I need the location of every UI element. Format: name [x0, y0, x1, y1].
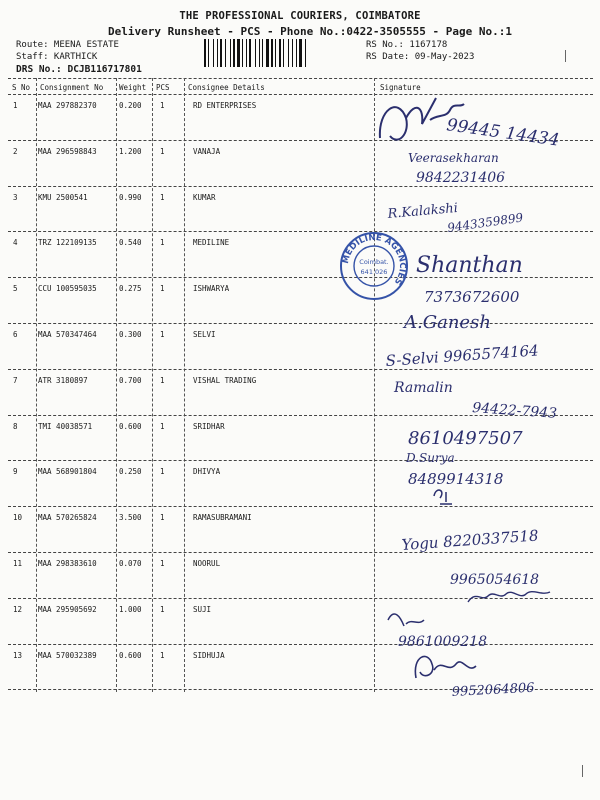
- barcode-bar: [288, 39, 289, 67]
- barcode-bar: [275, 39, 276, 67]
- barcode-bar: [220, 39, 222, 67]
- row-weight: 0.275: [119, 284, 142, 294]
- row-consignment-no: MAA 297882370: [38, 101, 97, 110]
- row-pcs: 1: [160, 467, 165, 477]
- row-consignment-no: CCU 100595035: [38, 284, 97, 294]
- row-weight: 0.250: [119, 467, 142, 477]
- row-consignment-no: MAA 298383610: [38, 559, 97, 568]
- barcode-bar: [242, 39, 243, 67]
- barcode-bar: [225, 39, 226, 67]
- row-consignee: NOORUL: [193, 559, 221, 568]
- drs-barcode: [204, 39, 356, 67]
- row-consignment-no: TRZ 122109135: [38, 238, 97, 248]
- row-pcs: 1: [160, 146, 165, 156]
- row-consignee: SRIDHAR: [193, 421, 225, 431]
- signature-row12-number: 9861009218: [398, 634, 488, 650]
- row-weight: 1.200: [119, 146, 142, 156]
- row-pcs: 1: [160, 559, 165, 568]
- signature-row13-scrawl: [415, 656, 476, 678]
- signature-row2-name: Veerasekharan: [408, 151, 499, 165]
- row-consignee: DHIVYA: [193, 467, 221, 477]
- signature-row6-text: S-Selvi 9965574164: [385, 341, 540, 370]
- signature-row8-name: D.Surya: [406, 451, 455, 465]
- signature-row3-name: R.Kalakshi: [387, 200, 459, 222]
- row-consignee: VISHAL TRADING: [193, 375, 257, 385]
- row-consignee: SIDHUJA: [193, 650, 225, 660]
- row-weight: 0.200: [119, 101, 142, 110]
- header-top-rule: [8, 78, 593, 79]
- row-consignment-no: MAA 570265824: [38, 513, 97, 523]
- row-weight: 0.600: [119, 421, 142, 431]
- barcode-bar: [246, 39, 247, 67]
- row-pcs: 1: [160, 238, 165, 248]
- row-pcs: 1: [160, 650, 165, 660]
- barcode-bar: [292, 39, 293, 67]
- row-sno: 7: [13, 375, 18, 385]
- row-consignee: SELVI: [193, 330, 216, 339]
- row-sno: 13: [13, 650, 23, 660]
- row-consignment-no: KMU 2500541: [38, 192, 88, 202]
- scan-mark: [582, 765, 583, 777]
- row-pcs: 1: [160, 330, 165, 339]
- row-sno: 10: [13, 513, 23, 523]
- row-consignee: MEDILINE: [193, 238, 230, 248]
- barcode-bar: [305, 39, 306, 67]
- barcode-bar: [279, 39, 281, 67]
- row-consignment-no: MAA 570347464: [38, 330, 97, 339]
- divider-pcs: [184, 78, 185, 692]
- col-weight: Weight: [119, 83, 147, 92]
- divider-sno: [36, 78, 37, 692]
- signature-row9-number: 8489914318: [408, 470, 504, 488]
- rs-date: RS Date: 09-May-2023: [366, 52, 475, 62]
- stamp-center-line1: Coimbat.: [359, 258, 389, 266]
- barcode-bar: [296, 39, 297, 67]
- row-consignee: VANAJA: [193, 146, 221, 156]
- col-consignment: Consignment No: [40, 83, 104, 92]
- route-label: Route: MEENA ESTATE: [16, 40, 119, 50]
- signature-row12-scrawl: [388, 614, 424, 626]
- row-sno: 6: [13, 330, 18, 339]
- row-consignee: RD ENTERPRISES: [193, 101, 257, 110]
- row-consignee: KUMAR: [193, 192, 216, 202]
- row-sno: 4: [13, 238, 18, 248]
- rs-number: RS No.: 1167178: [366, 40, 448, 50]
- signature-row10-text: Yogu 8220337518: [401, 526, 540, 554]
- signature-row2-number: 9842231406: [416, 170, 506, 186]
- row-weight: 1.000: [119, 604, 142, 614]
- row-consignee: ISHWARYA: [193, 284, 230, 294]
- signature-row11-scrawl: [468, 592, 550, 602]
- barcode-bar: [208, 39, 209, 67]
- row-sno: 11: [13, 559, 23, 568]
- stamp-ring-text: MEDILINE AGENCIES: [340, 232, 408, 287]
- signature-row1-number: 99445 14434: [445, 115, 561, 151]
- row-sno: 8: [13, 421, 18, 431]
- col-sno: S No: [12, 83, 31, 92]
- row-consignment-no: MAA 568901804: [38, 467, 97, 477]
- row-consignment-no: ATR 3180897: [38, 375, 88, 385]
- signature-row4-name: Shanthan: [416, 253, 523, 278]
- company-title: THE PROFESSIONAL COURIERS, COIMBATORE: [179, 10, 421, 22]
- runsheet-subtitle: Delivery Runsheet - PCS - Phone No.:0422-3505555 - Page No.:1: [108, 25, 512, 38]
- row-pcs: 1: [160, 604, 165, 614]
- row-weight: 0.300: [119, 330, 142, 339]
- barcode-bar: [299, 39, 302, 67]
- signature-row7-number: 94422-7943: [471, 400, 558, 422]
- barcode-bar: [249, 39, 251, 67]
- row-pcs: 1: [160, 284, 165, 294]
- stamp-center-line2: 641 026: [360, 268, 388, 276]
- row-weight: 0.990: [119, 192, 142, 202]
- row-consignment-no: TMI 40038571: [38, 421, 93, 431]
- signature-row13-number: 9952064806: [451, 680, 535, 700]
- staff-label: Staff: KARTHICK: [16, 52, 98, 62]
- row-consignee: SUJI: [193, 604, 212, 614]
- row-weight: 3.500: [119, 513, 142, 523]
- row-consignment-no: MAA 296598843: [38, 146, 97, 156]
- col-consignee: Consignee Details: [188, 83, 265, 92]
- signature-column: [376, 80, 600, 720]
- divider-consignment: [116, 78, 117, 692]
- signature-row11-number: 9965054618: [450, 572, 540, 588]
- barcode-bar: [217, 39, 218, 67]
- barcode-bar: [204, 39, 206, 67]
- row-weight: 0.070: [119, 559, 142, 568]
- row-consignment-no: MAA 570032389: [38, 650, 97, 660]
- barcode-bar: [255, 39, 256, 67]
- row-pcs: 1: [160, 513, 165, 523]
- row-sno: 1: [13, 101, 18, 110]
- row-pcs: 1: [160, 421, 165, 431]
- row-sno: 12: [13, 604, 23, 614]
- signature-row5-name: A.Ganesh: [404, 312, 491, 333]
- barcode-bar: [233, 39, 235, 67]
- row-sno: 5: [13, 284, 18, 294]
- col-signature: Signature: [380, 83, 421, 92]
- barcode-bar: [259, 39, 260, 67]
- row-sno: 3: [13, 192, 18, 202]
- row-consignee: RAMASUBRAMANI: [193, 513, 252, 523]
- row-weight: 0.540: [119, 238, 142, 248]
- row-sno: 9: [13, 467, 18, 477]
- barcode-bar: [266, 39, 269, 67]
- drs-number: DRS No.: DCJB116717801: [16, 64, 142, 75]
- row-pcs: 1: [160, 192, 165, 202]
- row-pcs: 1: [160, 101, 165, 110]
- signature-row8-number: 8610497507: [408, 428, 523, 449]
- barcode-bar: [262, 39, 263, 67]
- row-sno: 2: [13, 146, 18, 156]
- col-pcs: PCS: [156, 83, 170, 92]
- scan-mark: [565, 50, 566, 62]
- barcode-bar: [237, 39, 240, 67]
- signature-row7-name: Ramalin: [394, 380, 453, 396]
- signature-row5-number: 7373672600: [424, 288, 520, 306]
- divider-weight: [152, 78, 153, 692]
- signature-row3-number: 9443359899: [446, 210, 525, 235]
- divider-consignee: [374, 78, 375, 692]
- row-weight: 0.600: [119, 650, 142, 660]
- barcode-bar: [283, 39, 284, 67]
- barcode-bar: [213, 39, 214, 67]
- row-pcs: 1: [160, 375, 165, 385]
- row-weight: 0.700: [119, 375, 142, 385]
- signature-row9-scrawl: [434, 490, 452, 504]
- row-consignment-no: MAA 295905692: [38, 604, 97, 614]
- barcode-bar: [230, 39, 231, 67]
- barcode-bar: [271, 39, 273, 67]
